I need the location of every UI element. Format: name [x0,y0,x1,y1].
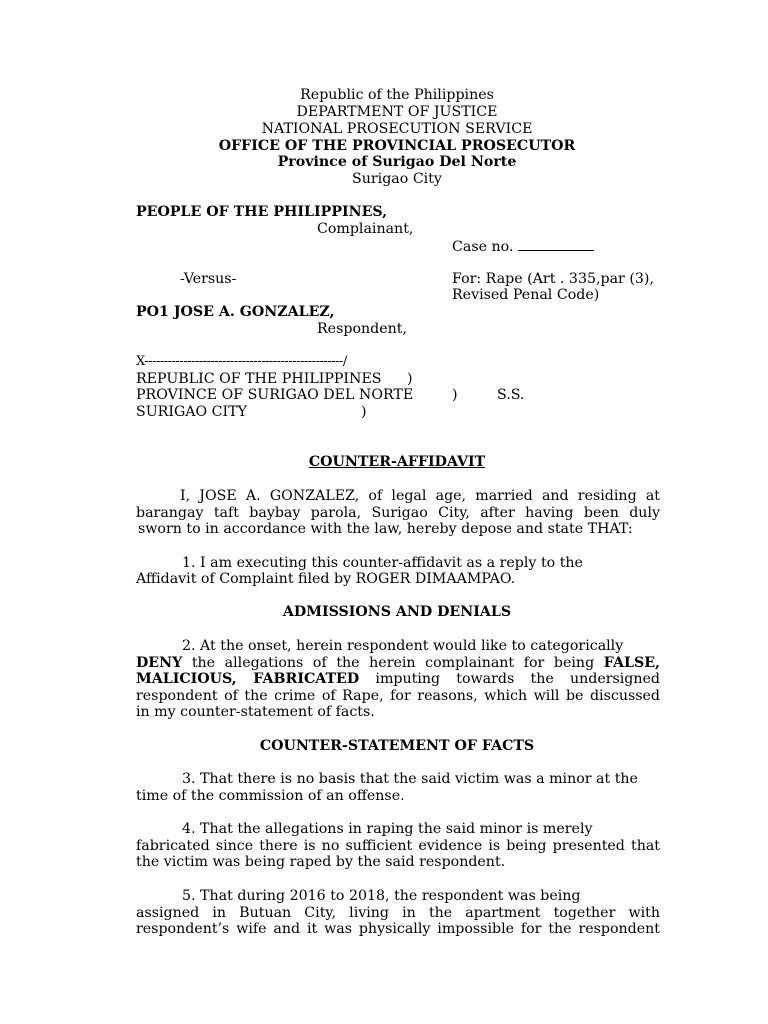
para3-line: time of the commission of an offense. [136,788,405,804]
heading-facts: COUNTER-STATEMENT OF FACTS [259,738,535,754]
venue-paren-2: ) [452,387,458,403]
versus-label: -Versus- [180,271,237,287]
para2-mid: the allegations of the herein complainant for being [182,654,604,671]
para5 [136,888,660,938]
para4-line: 4. That the allegations in raping the said minor is merely [182,821,593,837]
para3-line: 3. That there is no basis that the said victim was a minor at the [182,771,638,787]
header-office: OFFICE OF THE PROVINCIAL PROSECUTOR [218,138,576,154]
heading-admissions: ADMISSIONS AND DENIALS [282,604,512,620]
venue-republic: REPUBLIC OF THE PHILIPPINES [136,371,382,387]
para5-line: respondent’s wife and it was physically impossible for the respondent [136,921,660,938]
para2-line [136,655,660,672]
case-number [452,238,594,256]
venue-ss: S.S. [497,387,525,403]
para1-line: 1. I am executing this counter-affidavit as a reply to the [182,555,583,571]
venue-paren-1: ) [407,371,413,387]
complainant-name: PEOPLE OF THE PHILIPPINES, [136,204,388,220]
complainant-role: Complainant, [317,221,414,237]
charge-line-1: For: Rape (Art . 335,par (3), [452,271,654,287]
header-city: Surigao City [352,171,442,187]
intro-line: barangay taft baybay parola, Surigao City, after having been duly [136,504,660,521]
caption-separator: X---------------------------------------------------/ [136,354,347,369]
intro-line: sworn to in accordance with the law, hereby depose and state THAT: [138,521,633,538]
intro-line: I, JOSE A. GONZALEZ, of legal age, married and residing at [180,488,660,504]
case-number-label: Case no. [452,239,514,255]
para2-deny: DENY [136,654,183,671]
venue-city: SURIGAO CITY [136,404,247,420]
header-department: DEPARTMENT OF JUSTICE [296,104,498,120]
para2-line: in my counter-statement of facts. [136,704,375,721]
para2 [136,638,660,721]
respondent-role: Respondent, [317,321,407,337]
case-number-blank [518,238,594,251]
venue-province: PROVINCE OF SURIGAO DEL NORTE [136,387,414,403]
document-title: COUNTER-AFFIDAVIT [308,454,486,470]
para5-line: 5. That during 2016 to 2018, the respondent was being [182,888,581,904]
respondent-name: PO1 JOSE A. GONZALEZ, [136,304,335,320]
header-republic: Republic of the Philippines [300,87,494,103]
para2-false: FALSE, [603,654,660,671]
para2-malicious: MALICIOUS, FABRICATED [136,671,360,688]
para1-line: Affidavit of Complaint filed by ROGER DIMAAMPAO. [136,571,516,587]
para2-line [136,671,660,688]
header-province: Province of Surigao Del Norte [277,154,517,170]
para5-line: assigned in Butuan City, living in the apartment together with [136,904,660,921]
intro-paragraph [136,488,660,538]
para4 [136,821,660,871]
header-service: NATIONAL PROSECUTION SERVICE [261,121,533,137]
para2-line: respondent of the crime of Rape, for reasons, which will be discussed [136,687,660,704]
para4-line: the victim was being raped by the said respondent. [136,854,506,871]
para2-rest: imputing towards the undersigned [359,671,661,688]
charge-line-2: Revised Penal Code) [452,287,600,303]
para2-line: 2. At the onset, herein respondent would like to categorically [182,638,624,654]
venue-paren-3: ) [361,404,367,420]
para4-line: fabricated since there is no sufficient evidence is being presented that [136,837,660,854]
